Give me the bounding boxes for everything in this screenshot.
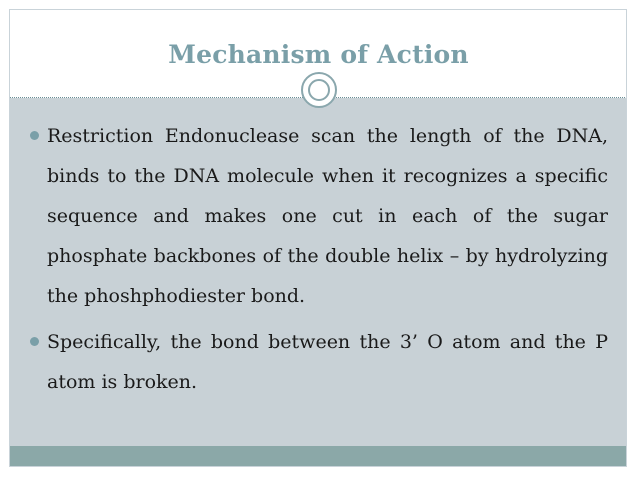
slide-content: [30, 116, 608, 402]
bullet-dot-icon: [30, 337, 39, 346]
double-circle-icon: [301, 72, 337, 108]
bullet-text: Specifically, the bond between the 3’ O atom and the P atom is broken.: [47, 331, 608, 393]
bullet-text: Restriction Endonuclease scan the length of the DNA, binds to the DNA molecule when it recognizes a specific sequence and makes one cut in each of the sugar phosphate backbones of the double helix – by hydrolyzing the phoshphodiester bond.: [47, 125, 608, 307]
bullet-item-1: [30, 116, 608, 316]
slide-title: Mechanism of Action: [168, 40, 469, 69]
bullet-item-2: [30, 322, 608, 402]
bullet-dot-icon: [30, 131, 39, 140]
ornament-inner-ring: [308, 79, 330, 101]
